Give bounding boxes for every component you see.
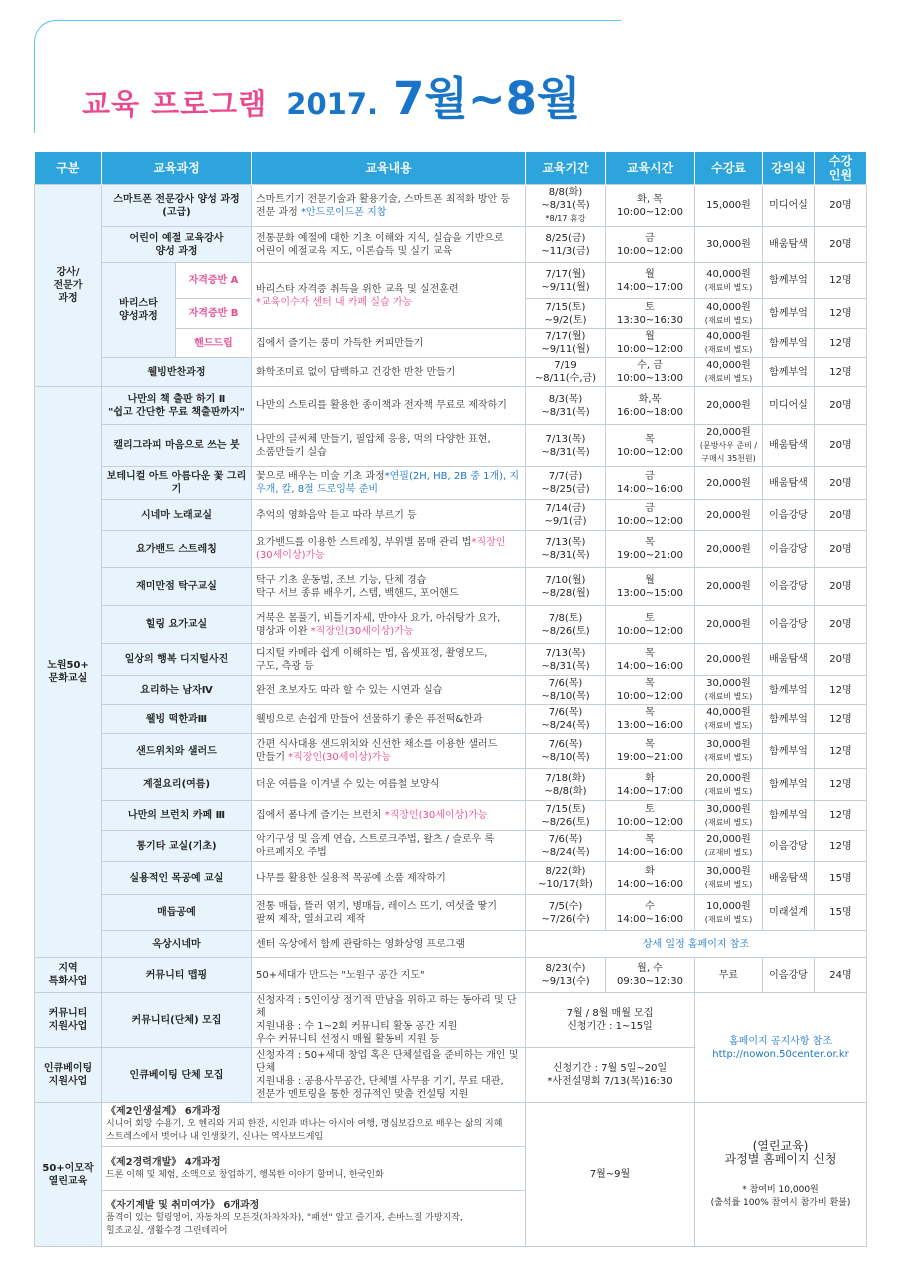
fee-cell: 30,000원 (재료비 별도): [695, 676, 763, 705]
content-note: *직장인(30세이상)가능: [256, 537, 506, 561]
fee-cell: 20,000원: [695, 531, 763, 568]
room-cell: 함께부엌: [763, 769, 815, 801]
col-room: 강의실: [763, 152, 815, 185]
table-row: [35, 358, 867, 387]
table-row: [35, 227, 867, 263]
period-note: *8/17 휴강: [545, 214, 586, 223]
fee-cell: 10,000원 (재료비 별도): [695, 895, 763, 931]
capacity-cell: 20명: [815, 227, 867, 263]
open-block: [102, 1191, 526, 1247]
table-row: [35, 801, 867, 831]
fee-note: (재료비 별도): [704, 282, 753, 292]
room-cell: 함께부엌: [763, 705, 815, 734]
content-cell: 신청자격 : 5인이상 정기적 만남을 위하고 하는 동아리 및 단체 지원내용 : 수 1~2회 커뮤니티 활동 공간 지원 우수 커뮤니티 선정시 매월 활동비 지원 등: [252, 993, 526, 1048]
capacity-cell: 24명: [815, 958, 867, 993]
course-name: 옥상시네마: [102, 931, 252, 958]
room-cell: 배움탐색: [763, 644, 815, 676]
time-cell: 월 14:00~17:00: [606, 263, 695, 299]
content-cell: 스마트기기 전문기술과 활용기술, 스마트폰 최적화 방안 등 전문 과정 *안드로이드폰 지참: [252, 185, 526, 227]
time-cell: 월 10:00~12:00: [606, 329, 695, 358]
capacity-cell: 12명: [815, 299, 867, 329]
table-row: [35, 425, 867, 467]
capacity-cell: 20명: [815, 568, 867, 606]
col-fee: 수강료: [695, 152, 763, 185]
fee-note: (재료비 별도): [704, 345, 753, 354]
capacity-cell: 20명: [815, 387, 867, 425]
content-cell: 요가밴드를 이용한 스트레칭, 부위별 몸매 관리 법*직장인(30세이상)가능: [252, 531, 526, 568]
table-row: [35, 185, 867, 227]
header-row: [35, 152, 867, 185]
content-cell: 디지털 카메라 쉽게 이해하는 법, 옵셋표정, 촬영모드, 구도, 측광 등: [252, 644, 526, 676]
open-note-title: (열린교육) 과정별 홈페이지 신청: [724, 1138, 837, 1166]
period-cell: 7/17(월) ~9/11(월): [526, 263, 606, 299]
capacity-cell: 20명: [815, 500, 867, 531]
capacity-cell: 20명: [815, 467, 867, 500]
section-open: 50+이모작 열린교육: [35, 1103, 102, 1247]
room-cell: 함께부엌: [763, 676, 815, 705]
room-cell: 미래설계: [763, 895, 815, 931]
table-row: [35, 958, 867, 993]
period-cell: 7/14(금) ~9/1(금): [526, 500, 606, 531]
fee-cell: 40,000원 (재료비 별도): [695, 299, 763, 329]
period-cell: 7/13(목) ~8/31(목): [526, 425, 606, 467]
content-note: *직장인(30세이상)가능: [384, 810, 488, 821]
period-cell: 7/6(목) ~8/10(목): [526, 676, 606, 705]
capacity-cell: 12명: [815, 676, 867, 705]
content-cell: 집에서 폼나게 즐기는 브런치 *직장인(30세이상)가능: [252, 801, 526, 831]
col-time: 교육시간: [606, 152, 695, 185]
col-category: 구분: [35, 152, 102, 185]
course-sub: 자격증반 B: [176, 299, 252, 329]
capacity-cell: 12명: [815, 329, 867, 358]
fee-cell: 20,000원: [695, 606, 763, 644]
content-note: *연필(2H, HB, 2B 중 1개), 지우개, 칼, 8절 드로잉북 준비: [256, 471, 520, 495]
fee-cell: 30,000원 (재료비 별도): [695, 801, 763, 831]
content-cell: 더운 여름을 이겨낼 수 있는 여름철 보양식: [252, 769, 526, 801]
period-cell: 8/3(목) ~8/31(목): [526, 387, 606, 425]
content-cell: 바리스타 자격증 취득을 위한 교육 및 실전훈련 *교육이수자 센터 내 카페 실습 가능: [252, 263, 526, 329]
period-cell: 7/13(목) ~8/31(목): [526, 531, 606, 568]
time-cell: 토 10:00~12:00: [606, 606, 695, 644]
table-row: [35, 387, 867, 425]
open-block-text: 드론 이해 및 체험, 소액으로 창업하기, 행복한 이야기 할머니, 한국인화: [106, 1169, 384, 1180]
open-block-title: 《제2경력개발》 4개과정: [106, 1156, 221, 1168]
capacity-cell: 20명: [815, 644, 867, 676]
time-cell: 화,목 16:00~18:00: [606, 387, 695, 425]
time-cell: 목 13:00~16:00: [606, 705, 695, 734]
course-name: 시네마 노래교실: [102, 500, 252, 531]
fee-cell: 40,000원 (재료비 별도): [695, 358, 763, 387]
course-name: 웰빙 떡한과Ⅲ: [102, 705, 252, 734]
content-cell: 탁구 기초 운동법, 조브 기능, 단체 경습 탁구 서브 종류 배우기, 스텝, 백핸드, 포어핸드: [252, 568, 526, 606]
room-cell: 함께부엌: [763, 801, 815, 831]
table-row: [35, 531, 867, 568]
fee-cell: 20,000원: [695, 467, 763, 500]
table-row: [35, 931, 867, 958]
schedule-note: 상세 일정 홈페이지 참조: [526, 931, 867, 958]
course-name: 인큐베이팅 단체 모집: [102, 1048, 252, 1103]
open-block-title: 《자기계발 및 취미여가》 6개과정: [106, 1200, 260, 1211]
content-note: *안드로이드폰 지참: [301, 206, 387, 218]
fee-note: (재료비 별도): [704, 692, 753, 701]
fee-note: (재료비 별도): [704, 817, 753, 827]
fee-cell: 15,000원: [695, 185, 763, 227]
fee-cell: 20,000원 (재료비 별도): [695, 769, 763, 801]
content-cell: 50+세대가 만드는 "노원구 공간 지도": [252, 958, 526, 993]
room-cell: 배움탐색: [763, 467, 815, 500]
room-cell: 이음강당: [763, 606, 815, 644]
course-name: 스마트폰 전문강사 양성 과정 (고급): [102, 185, 252, 227]
time-cell: 수, 금 10:00~13:00: [606, 358, 695, 387]
table-row: [35, 769, 867, 801]
course-name: 힐링 요가교실: [102, 606, 252, 644]
course-name: 커뮤니티(단체) 모집: [102, 993, 252, 1048]
time-cell: 목 14:00~16:00: [606, 644, 695, 676]
time-cell: 수 14:00~16:00: [606, 895, 695, 931]
room-cell: 함께부엌: [763, 263, 815, 299]
capacity-cell: 12명: [815, 801, 867, 831]
period-cell: 7/8(토) ~8/26(토): [526, 606, 606, 644]
fee-cell: 30,000원 (재료비 별도): [695, 862, 763, 895]
course-name: 일상의 행복 디지털사진: [102, 644, 252, 676]
period-cell: 7/6(목) ~8/10(목): [526, 734, 606, 769]
room-cell: 이음강당: [763, 831, 815, 862]
section-community: 커뮤니티 지원사업: [35, 993, 102, 1048]
title-korean: 교육 프로그램: [82, 87, 268, 121]
open-block: [102, 1103, 526, 1147]
period-cell: 8/22(화) ~10/17(화): [526, 862, 606, 895]
program-table: [34, 152, 867, 1247]
content-cell: 거북은 몸풀기, 비틀기자세, 반야사 요가, 아쉬탕가 요가, 명상과 이완 *직장인(30세이상)가능: [252, 606, 526, 644]
table-row: [35, 467, 867, 500]
course-name: 실용적인 목공예 교실: [102, 862, 252, 895]
room-cell: 이음강당: [763, 500, 815, 531]
content-note: *교육이수자 센터 내 카페 실습 가능: [256, 296, 413, 308]
fee-cell: 20,000원: [695, 644, 763, 676]
table-row: [35, 568, 867, 606]
time-cell: 목 14:00~16:00: [606, 831, 695, 862]
table-row: [35, 676, 867, 705]
period-cell: 7/5(수) ~7/26(수): [526, 895, 606, 931]
room-cell: 배움탐색: [763, 862, 815, 895]
content-cell: 전통 매듭, 뜰러 엮기, 병매듭, 레이스 뜨기, 여섯줄 땋기 팔찌 제작, 열쇠고리 제작: [252, 895, 526, 931]
open-block-text: 품격이 있는 힐링영어, 자동차의 모든것(차차차차), "패션" 알고 즐기자, 손바느질 가방지작, 힐조교실, 생활수경 그린테리어: [106, 1213, 463, 1236]
course-name: 나만의 책 출판 하기 Ⅱ "쉽고 간단한 무료 책출판까지": [102, 387, 252, 425]
course-name: 어린이 예절 교육강사 양성 과정: [102, 227, 252, 263]
table-row: [35, 734, 867, 769]
section-senior: 노원50+ 문화교실: [35, 387, 102, 958]
page-title: [82, 62, 580, 127]
time-cell: 금 10:00~12:00: [606, 500, 695, 531]
content-cell: 나만의 스토리를 활용한 종이책과 전자책 무료로 제작하기: [252, 387, 526, 425]
recruit-period: 7월 / 8월 매월 모집 신청기간 : 1~15일: [526, 993, 695, 1048]
content-cell: 신청자격 : 50+세대 창업 혹은 단체설립을 준비하는 개인 및 단체 지원내용 : 공용사무공간, 단체별 사무용 기기, 무료 대관, 전문가 멘토링을 통한 정규적인 맞춤 컨설팅 지원: [252, 1048, 526, 1103]
homepage-url[interactable]: http://nowon.50center.or.kr: [712, 1048, 849, 1060]
title-months: 7월~8월: [393, 72, 581, 125]
period-cell: 7/15(토) ~8/26(토): [526, 801, 606, 831]
room-cell: 이음강당: [763, 531, 815, 568]
content-cell: 전통문화 예절에 대한 기초 이해와 지식, 실습을 기반으로 어린이 예절교육 지도, 이론습득 및 실기 교육: [252, 227, 526, 263]
course-sub: 핸드드립: [176, 329, 252, 358]
section-incubating: 인큐베이팅 지원사업: [35, 1048, 102, 1103]
fee-cell: 20,000원: [695, 568, 763, 606]
room-cell: 배움탐색: [763, 227, 815, 263]
open-block-text: 시니어 회망 수용기, 오 헨리와 거피 한잔, 시인과 떠나는 아시아 여행, 명심보감으로 배우는 삶의 지혜 스트레스에서 벗어나 내 인생찾기, 신나는 역사보드게임: [106, 1119, 503, 1142]
course-name: 요가밴드 스트레칭: [102, 531, 252, 568]
fee-cell: 20,000원 (교재비 별도): [695, 831, 763, 862]
table-row: [35, 862, 867, 895]
open-note: [695, 1103, 867, 1247]
capacity-cell: 20명: [815, 185, 867, 227]
period-cell: 7/17(월) ~9/11(월): [526, 329, 606, 358]
room-cell: 이음강당: [763, 568, 815, 606]
fee-cell: 30,000원 (재료비 별도): [695, 734, 763, 769]
capacity-cell: 12명: [815, 734, 867, 769]
time-cell: 금 14:00~16:00: [606, 467, 695, 500]
course-name: 웰빙반찬과정: [102, 358, 252, 387]
course-name: 보테니컬 아트 아름다운 꽃 그리기: [102, 467, 252, 500]
period-cell: 8/8(화) ~8/31(목) *8/17 휴강: [526, 185, 606, 227]
section-regional: 지역 특화사업: [35, 958, 102, 993]
content-cell: 화학조미료 없이 담백하고 건강한 반찬 만들기: [252, 358, 526, 387]
table-row: [35, 644, 867, 676]
capacity-cell: 20명: [815, 425, 867, 467]
time-cell: 화 14:00~16:00: [606, 862, 695, 895]
table-row: [35, 606, 867, 644]
room-cell: 함께부엌: [763, 358, 815, 387]
content-cell: 추억의 영화음악 듣고 따라 부르기 등: [252, 500, 526, 531]
period-cell: 7/13(목) ~8/31(목): [526, 644, 606, 676]
course-name: 요리하는 남자Ⅳ: [102, 676, 252, 705]
period-cell: 7/10(월) ~8/28(월): [526, 568, 606, 606]
fee-note: (재료비 별도): [704, 786, 753, 796]
table-row: [35, 831, 867, 862]
fee-cell: 20,000원: [695, 387, 763, 425]
period-cell: 8/23(수) ~9/13(수): [526, 958, 606, 993]
open-period: 7월~9월: [526, 1103, 695, 1247]
time-cell: 화, 목 10:00~12:00: [606, 185, 695, 227]
content-cell: 웰빙으로 손쉽게 만들어 선물하기 좋은 퓨전떡&한과: [252, 705, 526, 734]
col-capacity: 수강 인원: [815, 152, 867, 185]
period-cell: 7/18(화) ~8/8(화): [526, 769, 606, 801]
time-cell: 목 19:00~21:00: [606, 531, 695, 568]
fee-note: (재료비 별도): [704, 880, 753, 889]
fee-note: (문방사우 준비 / 구매시 35천원): [699, 441, 758, 463]
time-cell: 목 10:00~12:00: [606, 425, 695, 467]
period-cell: 8/25(금) ~11/3(금): [526, 227, 606, 263]
open-note-fee: * 참여비 10,000원 (출석률 100% 참여시 참가비 환불): [710, 1184, 851, 1208]
course-name: 샌드위치와 샐러드: [102, 734, 252, 769]
time-cell: 목 19:00~21:00: [606, 734, 695, 769]
table-row: [35, 500, 867, 531]
col-period: 교육기간: [526, 152, 606, 185]
content-cell: 나만의 글씨체 만들기, 필압체 응용, 먹의 다양한 표현, 소품만들기 실습: [252, 425, 526, 467]
content-cell: 악기구성 및 음계 연습, 스트로크주법, 왈츠 / 슬로우 록 아르페지오 주법: [252, 831, 526, 862]
room-cell: 이음강당: [763, 958, 815, 993]
fee-note: (재료비 별도): [704, 914, 753, 924]
table-row: [35, 895, 867, 931]
course-name: 커뮤니티 맵핑: [102, 958, 252, 993]
content-cell: 꽃으로 배우는 미술 기초 과정*연필(2H, HB, 2B 중 1개), 지우개, 칼, 8절 드로잉북 준비: [252, 467, 526, 500]
period-cell: 7/19 ~8/11(수,금): [526, 358, 606, 387]
community-note: [695, 993, 867, 1103]
fee-cell: 무료: [695, 958, 763, 993]
open-block: [102, 1147, 526, 1191]
col-content: 교육내용: [252, 152, 526, 185]
course-name: 나만의 브런치 카페 Ⅲ: [102, 801, 252, 831]
fee-cell: 20,000원: [695, 500, 763, 531]
content-note: *직장인(30세이상)가능: [310, 625, 414, 637]
homepage-notice: 홈페이지 공지사항 참조: [729, 1035, 832, 1047]
capacity-cell: 12명: [815, 769, 867, 801]
course-sub: 자격증반 A: [176, 263, 252, 299]
course-name: 통기타 교실(기초): [102, 831, 252, 862]
time-cell: 월 13:00~15:00: [606, 568, 695, 606]
fee-note: (재료비 별도): [704, 721, 753, 730]
capacity-cell: 12명: [815, 705, 867, 734]
table-row: [35, 705, 867, 734]
capacity-cell: 12명: [815, 831, 867, 862]
fee-note: (교재비 별도): [704, 848, 753, 857]
capacity-cell: 15명: [815, 895, 867, 931]
capacity-cell: 12명: [815, 358, 867, 387]
period-cell: 7/15(토) ~9/2(토): [526, 299, 606, 329]
capacity-cell: 15명: [815, 862, 867, 895]
fee-cell: 40,000원 (재료비 별도): [695, 329, 763, 358]
fee-note: (재료비 별도): [704, 374, 753, 383]
open-block-title: 《제2인생설계》 6개과정: [106, 1106, 221, 1117]
time-cell: 토 10:00~12:00: [606, 801, 695, 831]
content-cell: 간편 식사대용 샌드위치와 신선한 채소를 이용한 샐러드 만들기 *직장인(30세이상)가능: [252, 734, 526, 769]
table-row: [35, 263, 867, 299]
recruit-period: 신청기간 : 7월 5일~20일 *사전설명회 7/13(목)16:30: [526, 1048, 695, 1103]
course-name: 계절요리(여름): [102, 769, 252, 801]
content-cell: 나무를 활용한 실용적 목공예 소품 제작하기: [252, 862, 526, 895]
room-cell: 미디어실: [763, 185, 815, 227]
content-cell: 완전 초보자도 따라 할 수 있는 시연과 실습: [252, 676, 526, 705]
time-cell: 금 10:00~12:00: [606, 227, 695, 263]
room-cell: 함께부엌: [763, 329, 815, 358]
table-row: [35, 993, 867, 1048]
fee-cell: 40,000원 (재료비 별도): [695, 263, 763, 299]
course-name: 재미만점 탁구교실: [102, 568, 252, 606]
fee-note: (재료비 별도): [704, 753, 753, 762]
room-cell: 미디어실: [763, 387, 815, 425]
content-cell: 집에서 즐기는 풍미 가득한 커피만들기: [252, 329, 526, 358]
fee-note: (재료비 별도): [704, 315, 753, 325]
room-cell: 배움탐색: [763, 425, 815, 467]
fee-cell: 20,000원 (문방사우 준비 / 구매시 35천원): [695, 425, 763, 467]
section-lecturer: 강사/ 전문가 과정: [35, 185, 102, 387]
time-cell: 화 14:00~17:00: [606, 769, 695, 801]
title-year: 2017.: [286, 87, 379, 121]
col-course: 교육과정: [102, 152, 252, 185]
capacity-cell: 20명: [815, 606, 867, 644]
content-note: *직장인(30세이상)가능: [288, 752, 391, 763]
capacity-cell: 20명: [815, 531, 867, 568]
capacity-cell: 12명: [815, 263, 867, 299]
room-cell: 함께부엌: [763, 734, 815, 769]
room-cell: 함께부엌: [763, 299, 815, 329]
period-cell: 7/6(목) ~8/24(목): [526, 705, 606, 734]
fee-cell: 30,000원: [695, 227, 763, 263]
period-cell: 7/6(목) ~8/24(목): [526, 831, 606, 862]
content-cell: 센터 옥상에서 함께 관람하는 영화상영 프로그램: [252, 931, 526, 958]
time-cell: 월, 수 09:30~12:30: [606, 958, 695, 993]
fee-cell: 40,000원 (재료비 별도): [695, 705, 763, 734]
course-name: 매듭공예: [102, 895, 252, 931]
period-cell: 7/7(금) ~8/25(금): [526, 467, 606, 500]
course-barista: 바리스타 양성과정: [102, 263, 176, 358]
course-name: 캘리그라피 마음으로 쓰는 붓: [102, 425, 252, 467]
time-cell: 토 13:30~16:30: [606, 299, 695, 329]
table-row: [35, 1103, 867, 1147]
time-cell: 목 10:00~12:00: [606, 676, 695, 705]
